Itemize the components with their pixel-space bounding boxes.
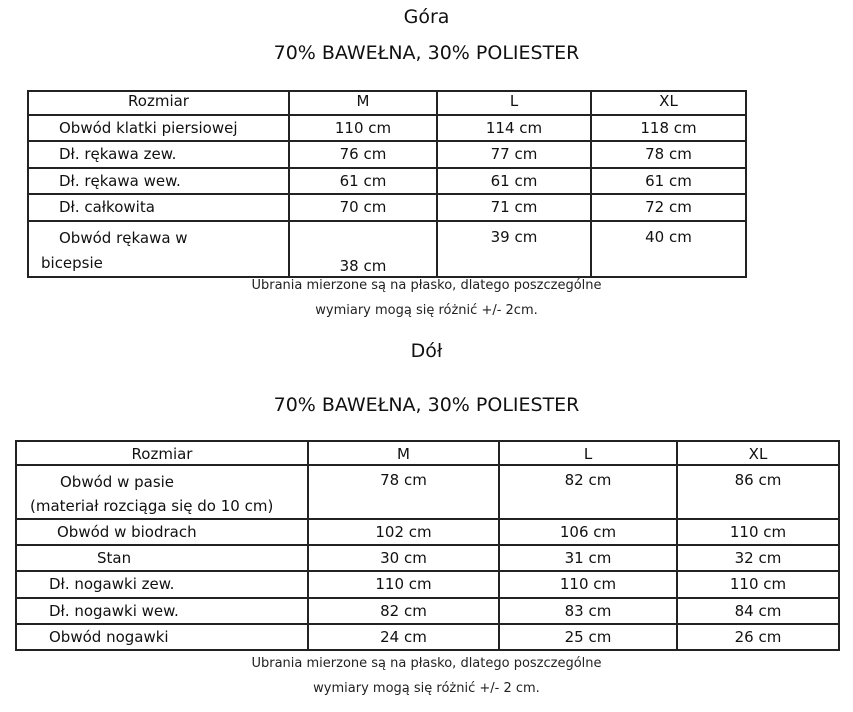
row-label: Obwód w biodrach [16, 519, 308, 545]
column-header-l: L [499, 441, 677, 465]
table-row [16, 519, 839, 545]
cell-xl: 40 cm [591, 221, 746, 277]
row-label-line-2: bicepsie [41, 254, 103, 272]
top-size-table [27, 90, 747, 278]
cell-m: 82 cm [308, 598, 499, 624]
top-heading: Góra [403, 6, 450, 28]
row-label-line-1: Obwód w pasie [60, 473, 175, 491]
bottom-material: 70% BAWEŁNA, 30% POLIESTER [273, 394, 580, 416]
column-header-size: Rozmiar [16, 441, 308, 465]
cell-xl: 32 cm [677, 545, 839, 571]
cell-l: 106 cm [499, 519, 677, 545]
table-row [16, 571, 839, 598]
table-row [28, 168, 746, 194]
bottom-heading: Dół [410, 340, 443, 362]
column-header-size: Rozmiar [28, 91, 289, 115]
cell-xl: 110 cm [677, 519, 839, 545]
table-row [28, 221, 746, 277]
row-label [28, 221, 289, 277]
top-note-line-2: wymiary mogą się różnić +/- 2cm. [315, 303, 538, 318]
cell-m: 76 cm [289, 141, 437, 168]
cell-xl: 118 cm [591, 115, 746, 141]
table-row [16, 598, 839, 624]
row-label: Dł. rękawa wew. [28, 168, 289, 194]
cell-l: 25 cm [499, 624, 677, 650]
cell-m: 110 cm [308, 571, 499, 598]
row-label: Dł. nogawki zew. [16, 571, 308, 598]
cell-m: 61 cm [289, 168, 437, 194]
cell-m: 30 cm [308, 545, 499, 571]
cell-m: 102 cm [308, 519, 499, 545]
cell-xl: 26 cm [677, 624, 839, 650]
bottom-size-table [15, 440, 840, 651]
column-header-l: L [437, 91, 591, 115]
column-header-xl: XL [591, 91, 746, 115]
cell-l: 77 cm [437, 141, 591, 168]
column-header-m: M [308, 441, 499, 465]
table-header-row [16, 441, 839, 465]
row-label [16, 465, 308, 519]
cell-xl: 72 cm [591, 194, 746, 221]
cell-m: 38 cm [289, 221, 437, 277]
cell-xl: 84 cm [677, 598, 839, 624]
cell-xl: 61 cm [591, 168, 746, 194]
row-label: Dł. całkowita [28, 194, 289, 221]
cell-xl: 86 cm [677, 465, 839, 519]
cell-l: 31 cm [499, 545, 677, 571]
cell-l: 114 cm [437, 115, 591, 141]
table-header-row [28, 91, 746, 115]
row-label-line-1: Obwód rękawa w [59, 229, 188, 247]
table-row [28, 115, 746, 141]
top-note-line-1: Ubrania mierzone są na płasko, dlatego poszczególne [251, 278, 602, 293]
top-material: 70% BAWEŁNA, 30% POLIESTER [273, 42, 580, 64]
row-label-line-2: (materiał rozciąga się do 10 cm) [30, 497, 274, 515]
row-label: Obwód klatki piersiowej [28, 115, 289, 141]
table-row [16, 545, 839, 571]
column-header-m: M [289, 91, 437, 115]
row-label: Dł. nogawki wew. [16, 598, 308, 624]
bottom-note-line-1: Ubrania mierzone są na płasko, dlatego poszczególne [251, 656, 602, 671]
row-label: Obwód nogawki [16, 624, 308, 650]
cell-xl: 110 cm [677, 571, 839, 598]
table-row [28, 194, 746, 221]
row-label: Stan [16, 545, 308, 571]
table-row [16, 465, 839, 519]
cell-m: 70 cm [289, 194, 437, 221]
cell-l: 110 cm [499, 571, 677, 598]
cell-m: 24 cm [308, 624, 499, 650]
column-header-xl: XL [677, 441, 839, 465]
cell-l: 39 cm [437, 221, 591, 277]
cell-m: 110 cm [289, 115, 437, 141]
cell-l: 61 cm [437, 168, 591, 194]
cell-xl: 78 cm [591, 141, 746, 168]
row-label: Dł. rękawa zew. [28, 141, 289, 168]
cell-m: 78 cm [308, 465, 499, 519]
table-row [16, 624, 839, 650]
cell-l: 83 cm [499, 598, 677, 624]
cell-l: 71 cm [437, 194, 591, 221]
table-row [28, 141, 746, 168]
cell-l: 82 cm [499, 465, 677, 519]
bottom-note-line-2: wymiary mogą się różnić +/- 2 cm. [313, 681, 540, 696]
